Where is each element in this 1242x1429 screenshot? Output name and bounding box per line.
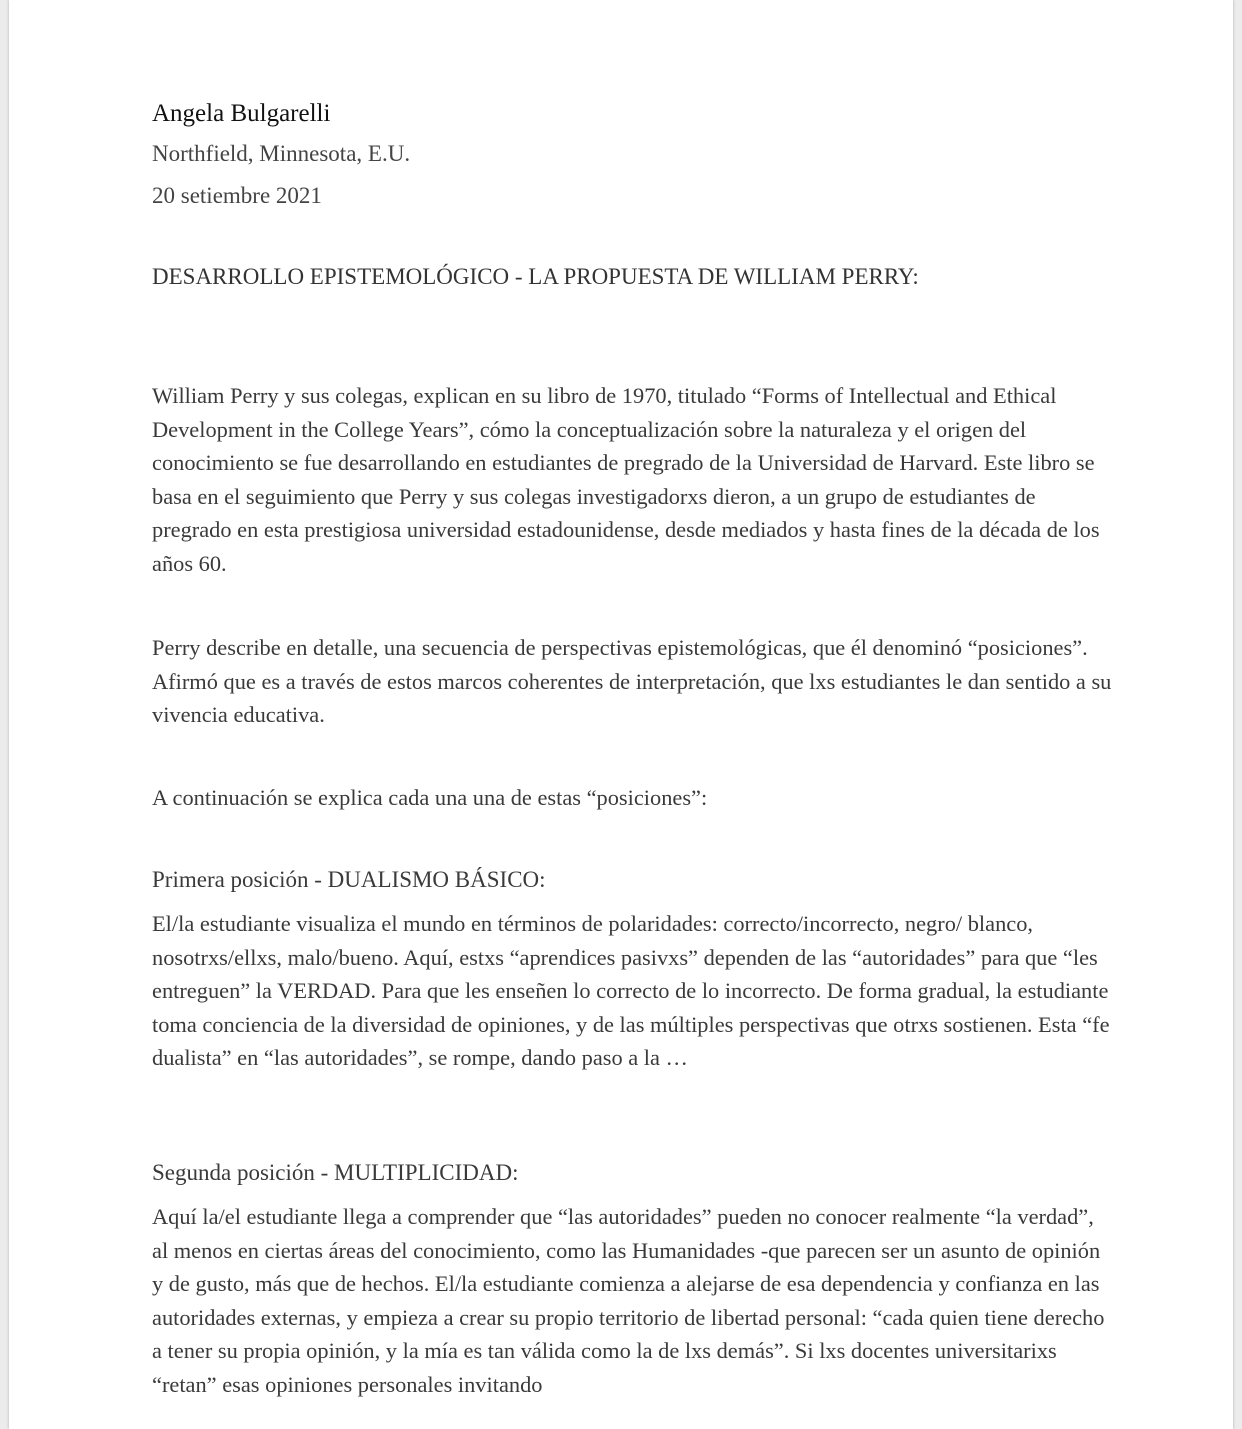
document-date: 20 setiembre 2021: [152, 183, 322, 208]
author-location: Northfield, Minnesota, E.U.: [152, 141, 411, 166]
paragraph-first-position: El/la estudiante visualiza el mundo en términos de polaridades: correcto/incorrecto, negro/ blanco, nosotrxs/ellxs, malo/bueno. Aquí, estxs “aprendices pasivxs” dependen de las “autoridades” para que “les entreguen” la VERDAD. Para que les enseñen lo correcto de lo incorrecto. De forma gradual, la estudiante toma conciencia de la diversidad de opiniones, y de las múltiples perspectivas que otrxs sostienen. Esta “fe dualista” en “las autoridades”, se rompe, dando paso a la …: [152, 911, 1110, 1070]
paragraph-second-position: Aquí la/el estudiante llega a comprender que “las autoridades” pueden no conocer realmente “la verdad”, al menos en ciertas áreas del conocimiento, como las Humanidades -que parecen ser un asunto de opinión y de gusto, más que de hechos. El/la estudiante comienza a alejarse de esa dependencia y confianza en las autoridades externas, y empieza a crear su propio territorio de libertad personal: “cada quien tiene derecho a tener su propia opinión, y la mía es tan válida como la de lxs demás”. Si lxs docentes universitarixs “retan” esas opiniones personales invitando: [152, 1204, 1105, 1397]
section-heading-first-position: Primera posición - DUALISMO BÁSICO:: [152, 867, 546, 892]
paragraph-intro: William Perry y sus colegas, explican en su libro de 1970, titulado “Forms of Intellectual and Ethical Development in the College Years”, cómo la conceptualización sobre la naturaleza y el origen del conocimiento se fue desarrollando en estudiantes de pregrado de la Universidad de Harvard. Este libro se basa en el seguimiento que Perry y sus colegas investigadorxs dieron, a un grupo de estudiantes de pregrado en esta prestigiosa universidad estadounidense, desde mediados y hasta fines de la década de los años 60.: [152, 383, 1100, 576]
section-heading-second-position: Segunda posición - MULTIPLICIDAD:: [152, 1160, 519, 1185]
author-name: Angela Bulgarelli: [152, 100, 331, 127]
paragraph-continuation: A continuación se explica cada una una de estas “posiciones”:: [152, 785, 708, 810]
document-page: [9, 0, 1233, 1429]
document-title: DESARROLLO EPISTEMOLÓGICO - LA PROPUESTA DE WILLIAM PERRY:: [152, 264, 919, 289]
paragraph-positions-intro: Perry describe en detalle, una secuencia de perspectivas epistemológicas, que él denominó “posiciones”. Afirmó que es a través de estos marcos coherentes de interpretación, que lxs estudiantes le dan sentido a su vivencia educativa.: [152, 635, 1112, 727]
